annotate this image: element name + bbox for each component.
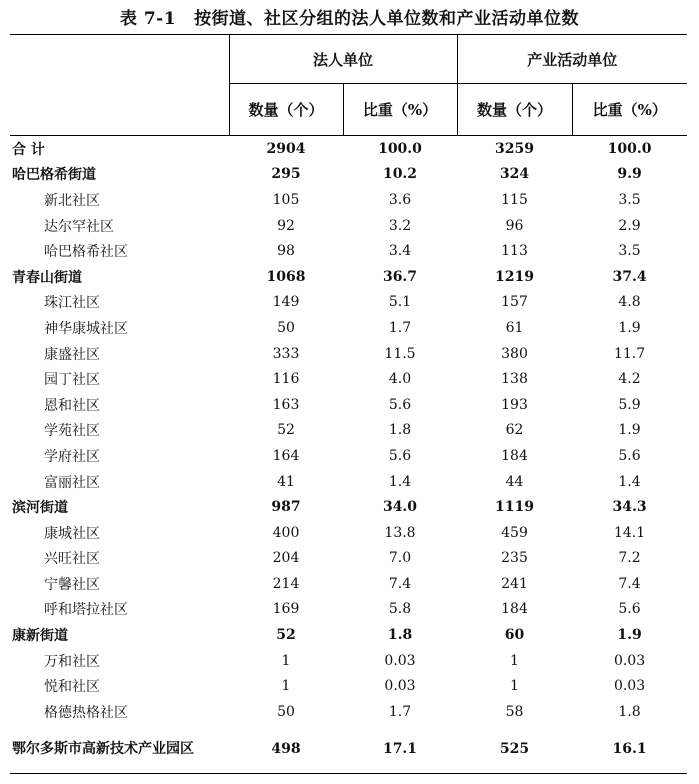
row-label: 达尔罕社区: [44, 218, 114, 235]
row-label: 学苑社区: [44, 423, 100, 440]
legal-unit-ratio: 1.8: [388, 422, 412, 439]
industry-unit-count: 1: [510, 678, 519, 695]
legal-unit-count: 149: [272, 294, 300, 311]
legal-unit-ratio: 4.0: [388, 371, 412, 388]
table-number: 表 7-1: [119, 9, 177, 29]
legal-unit-count: 163: [272, 396, 300, 413]
legal-unit-count: 1068: [266, 268, 306, 285]
row-label: 富丽社区: [44, 474, 100, 491]
legal-unit-count: 498: [229, 725, 343, 774]
table-caption: 按街道、社区分组的法人单位数和产业活动单位数: [194, 9, 580, 29]
table-body: [10, 136, 687, 774]
header-blank: [10, 35, 229, 136]
table-row: [10, 494, 687, 520]
legal-unit-ratio: 5.6: [388, 447, 412, 464]
header-count-1: 数量（个）: [229, 84, 343, 136]
legal-unit-ratio: 5.8: [388, 601, 412, 618]
row-label: 青春山街道: [12, 269, 82, 286]
legal-unit-ratio: 1.7: [388, 319, 412, 336]
industry-unit-count: 1: [510, 652, 519, 669]
legal-unit-count: 52: [277, 422, 295, 439]
table-title: [0, 4, 699, 29]
legal-unit-ratio: 0.03: [384, 678, 416, 695]
row-label: 新北社区: [44, 192, 100, 209]
industry-unit-ratio: 11.7: [613, 345, 646, 362]
header-legal-units: 法人单位: [229, 35, 457, 84]
industry-unit-ratio: 1.9: [618, 319, 641, 336]
statistics-table: [10, 34, 687, 774]
table-row: [10, 725, 687, 774]
industry-unit-ratio: 0.03: [613, 678, 646, 695]
legal-unit-ratio: 34.0: [382, 499, 418, 516]
legal-unit-ratio: 0.03: [384, 652, 416, 669]
legal-unit-count: 98: [277, 243, 295, 260]
legal-unit-count: 169: [272, 601, 300, 618]
industry-unit-count: 1119: [495, 499, 534, 516]
table-row: [10, 366, 687, 392]
row-label: 哈巴格希街道: [12, 167, 96, 184]
industry-unit-ratio: 14.1: [613, 524, 646, 541]
industry-unit-count: 44: [505, 473, 524, 490]
row-label: 宁馨社区: [44, 576, 100, 593]
row-label: 呼和塔拉社区: [44, 602, 128, 619]
row-label: 恩和社区: [44, 397, 100, 414]
industry-unit-count: 58: [505, 703, 524, 720]
industry-unit-ratio: 7.2: [618, 550, 641, 567]
legal-unit-ratio: 1.8: [387, 627, 413, 644]
row-label: 康盛社区: [44, 346, 100, 363]
legal-unit-count: 333: [272, 345, 300, 362]
industry-unit-ratio: 5.6: [618, 601, 641, 618]
industry-unit-ratio: 3.5: [618, 191, 641, 208]
industry-unit-ratio: 0.03: [613, 652, 646, 669]
legal-unit-count: 50: [277, 703, 295, 720]
header-ratio-1: 比重（%）: [343, 84, 457, 136]
industry-unit-count: 525: [457, 725, 572, 774]
table-row: [10, 699, 687, 725]
industry-unit-count: 61: [505, 319, 524, 336]
table-row: [10, 520, 687, 546]
legal-unit-ratio: 3.6: [388, 191, 412, 208]
table-row: [10, 469, 687, 495]
legal-unit-ratio: 17.1: [343, 725, 457, 774]
legal-unit-ratio: 100.0: [378, 140, 422, 157]
legal-unit-ratio: 1.7: [388, 703, 412, 720]
row-label: 神华康城社区: [44, 320, 128, 337]
legal-unit-ratio: 7.4: [388, 575, 412, 592]
table-row: [10, 546, 687, 572]
row-label: 格德热格社区: [44, 704, 128, 721]
legal-unit-count: 1: [281, 678, 291, 695]
table-row: [10, 136, 687, 162]
legal-unit-count: 1: [281, 652, 291, 669]
industry-unit-count: 60: [504, 627, 525, 644]
industry-unit-count: 62: [505, 422, 524, 439]
legal-unit-ratio: 3.2: [388, 217, 412, 234]
table-row: [10, 648, 687, 674]
industry-unit-ratio: 16.1: [572, 725, 687, 774]
header-ratio-2: 比重（%）: [572, 84, 687, 136]
industry-unit-ratio: 100.0: [607, 140, 652, 157]
row-label: 万和社区: [44, 653, 100, 670]
table-row: [10, 622, 687, 648]
table-row: [10, 392, 687, 418]
table-row: [10, 264, 687, 290]
industry-unit-count: 1219: [495, 268, 534, 285]
industry-unit-count: 184: [501, 601, 528, 618]
industry-unit-ratio: 5.9: [618, 396, 641, 413]
legal-unit-ratio: 13.8: [384, 524, 416, 541]
table-row: [10, 162, 687, 188]
row-label: 康城社区: [44, 525, 100, 542]
industry-unit-ratio: 7.4: [618, 575, 641, 592]
row-label: 兴旺社区: [44, 551, 100, 568]
legal-unit-count: 92: [277, 217, 295, 234]
industry-unit-ratio: 4.2: [618, 371, 641, 388]
industry-unit-ratio: 34.3: [612, 499, 647, 516]
industry-unit-count: 241: [501, 575, 528, 592]
industry-unit-count: 459: [501, 524, 528, 541]
row-label: 悦和社区: [44, 679, 100, 696]
legal-unit-ratio: 5.1: [388, 294, 412, 311]
table-row: [10, 238, 687, 264]
table-row: [10, 213, 687, 239]
industry-unit-count: 3259: [495, 140, 534, 157]
industry-unit-ratio: 1.8: [618, 703, 641, 720]
industry-unit-ratio: 9.9: [617, 166, 642, 183]
industry-unit-ratio: 5.6: [618, 447, 641, 464]
industry-unit-count: 380: [501, 345, 528, 362]
industry-unit-ratio: 1.9: [617, 627, 642, 644]
legal-unit-count: 105: [272, 191, 300, 208]
table-row: [10, 443, 687, 469]
row-label: 哈巴格希社区: [44, 244, 128, 261]
legal-unit-count: 204: [272, 550, 300, 567]
table-row: [10, 597, 687, 623]
industry-unit-count: 324: [499, 166, 530, 183]
legal-unit-count: 2904: [266, 140, 306, 157]
legal-unit-count: 987: [271, 499, 301, 516]
industry-unit-ratio: 4.8: [618, 294, 641, 311]
table-row: [10, 315, 687, 341]
industry-unit-count: 96: [505, 217, 524, 234]
row-label: 滨河街道: [12, 500, 68, 517]
industry-unit-ratio: 37.4: [612, 268, 647, 285]
industry-unit-ratio: 1.9: [618, 422, 641, 439]
industry-unit-count: 113: [501, 243, 528, 260]
legal-unit-ratio: 5.6: [388, 396, 412, 413]
row-label: 园丁社区: [44, 372, 100, 389]
table-row: [10, 418, 687, 444]
legal-unit-count: 214: [272, 575, 300, 592]
row-label: 学府社区: [44, 448, 100, 465]
industry-unit-count: 193: [501, 396, 528, 413]
table-row: [10, 187, 687, 213]
legal-unit-ratio: 3.4: [388, 243, 412, 260]
industry-unit-count: 115: [501, 191, 528, 208]
row-label: 鄂尔多斯市高新技术产业园区: [10, 725, 229, 774]
legal-unit-count: 52: [276, 627, 296, 644]
legal-unit-count: 400: [272, 524, 300, 541]
row-label: 合 计: [12, 141, 45, 158]
industry-unit-count: 235: [501, 550, 528, 567]
row-label: 珠江社区: [44, 295, 100, 312]
legal-unit-count: 164: [272, 447, 300, 464]
legal-unit-count: 50: [277, 319, 295, 336]
legal-unit-ratio: 1.4: [388, 473, 412, 490]
industry-unit-ratio: 3.5: [618, 243, 641, 260]
legal-unit-ratio: 7.0: [388, 550, 412, 567]
industry-unit-count: 138: [501, 371, 528, 388]
legal-unit-ratio: 10.2: [382, 166, 418, 183]
table-row: [10, 673, 687, 699]
table-row: [10, 290, 687, 316]
industry-unit-ratio: 2.9: [618, 217, 641, 234]
legal-unit-count: 41: [277, 473, 295, 490]
header-count-2: 数量（个）: [457, 84, 572, 136]
table-row: [10, 571, 687, 597]
industry-unit-count: 157: [501, 294, 528, 311]
legal-unit-ratio: 11.5: [384, 345, 416, 362]
header-industry-units: 产业活动单位: [457, 35, 687, 84]
industry-unit-count: 184: [501, 447, 528, 464]
legal-unit-count: 116: [272, 371, 300, 388]
industry-unit-ratio: 1.4: [618, 473, 641, 490]
legal-unit-count: 295: [271, 166, 301, 183]
table-row: [10, 341, 687, 367]
legal-unit-ratio: 36.7: [382, 268, 418, 285]
row-label: 康新街道: [12, 628, 68, 645]
